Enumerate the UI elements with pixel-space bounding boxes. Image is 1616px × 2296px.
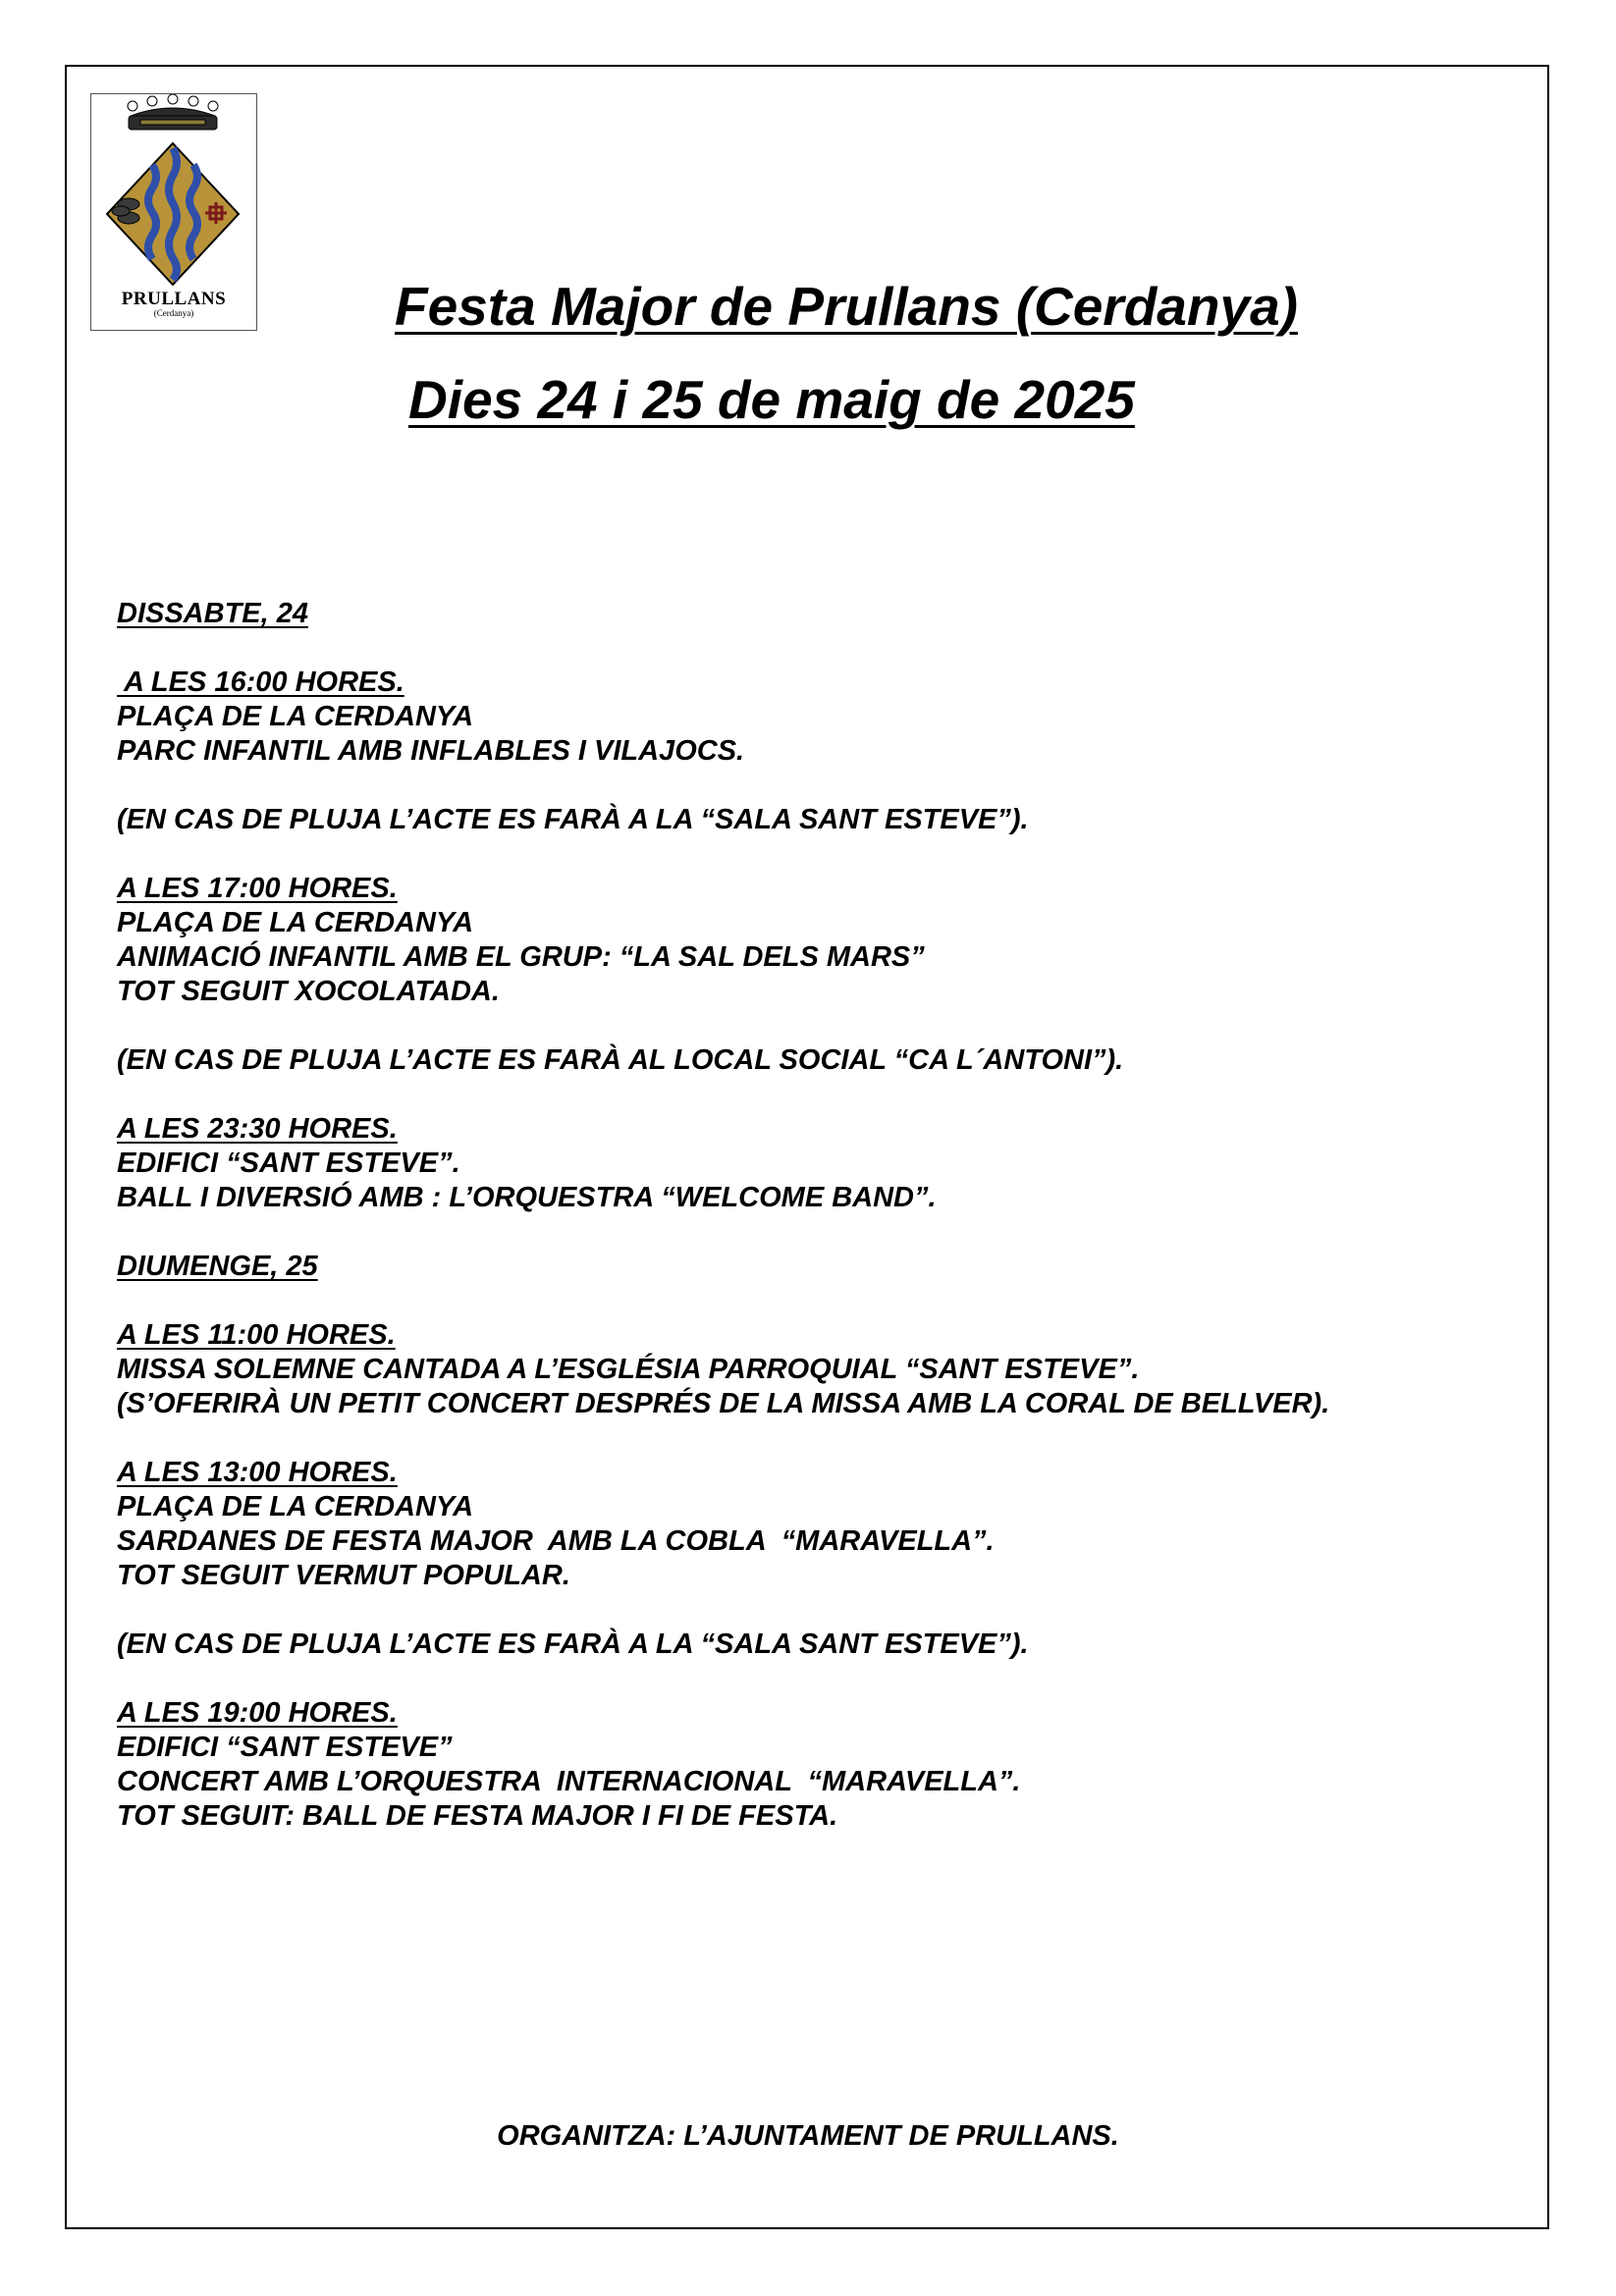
program-row bbox=[117, 597, 1491, 631]
program-line: SARDANES DE FESTA MAJOR AMB LA COBLA “MARAVELLA”. bbox=[117, 1525, 995, 1557]
logo-town-name: PRULLANS bbox=[121, 289, 227, 309]
program-schedule bbox=[117, 597, 1491, 1834]
program-row bbox=[117, 1318, 1491, 1353]
program-row bbox=[117, 803, 1491, 837]
program-line: (EN CAS DE PLUJA L’ACTE ES FARÀ AL LOCAL SOCIAL “CA L´ANTONI”). bbox=[117, 1044, 1124, 1076]
program-line: TOT SEGUIT XOCOLATADA. bbox=[117, 976, 500, 1007]
program-line: TOT SEGUIT: BALL DE FESTA MAJOR I FI DE FESTA. bbox=[117, 1800, 838, 1832]
program-line: (EN CAS DE PLUJA L’ACTE ES FARÀ A LA “SALA SANT ESTEVE”). bbox=[117, 804, 1029, 835]
program-line: EDIFICI “SANT ESTEVE”. bbox=[117, 1148, 460, 1179]
program-line: PARC INFANTIL AMB INFLABLES I VILAJOCS. bbox=[117, 735, 745, 767]
program-row bbox=[117, 700, 1491, 734]
program-row bbox=[117, 906, 1491, 940]
event-time: A LES 17:00 HORES. bbox=[117, 873, 398, 904]
logo-region-name: (Cerdanya) bbox=[153, 308, 194, 318]
program-line: (EN CAS DE PLUJA L’ACTE ES FARÀ A LA “SALA SANT ESTEVE”). bbox=[117, 1629, 1029, 1660]
program-row bbox=[117, 1456, 1491, 1490]
program-line: PLAÇA DE LA CERDANYA bbox=[117, 1491, 474, 1522]
program-row bbox=[117, 1559, 1491, 1593]
spacer bbox=[117, 837, 1491, 872]
program-row bbox=[117, 1043, 1491, 1078]
spacer bbox=[117, 1284, 1491, 1318]
program-row bbox=[117, 1524, 1491, 1559]
event-time: A LES 13:00 HORES. bbox=[117, 1457, 398, 1488]
program-row bbox=[117, 1112, 1491, 1147]
program-row bbox=[117, 1387, 1491, 1421]
spacer bbox=[117, 1593, 1491, 1628]
program-line: TOT SEGUIT VERMUT POPULAR. bbox=[117, 1560, 570, 1591]
event-time: A LES 19:00 HORES. bbox=[117, 1697, 398, 1729]
program-row bbox=[117, 1181, 1491, 1215]
event-time: A LES 11:00 HORES. bbox=[117, 1319, 396, 1351]
day-heading: DISSABTE, 24 bbox=[117, 598, 308, 629]
program-row bbox=[117, 1147, 1491, 1181]
program-line: ANIMACIÓ INFANTIL AMB EL GRUP: “LA SAL DELS MARS” bbox=[117, 941, 925, 973]
program-row bbox=[117, 734, 1491, 769]
program-row bbox=[117, 1353, 1491, 1387]
program-row bbox=[117, 1628, 1491, 1662]
page-title: Festa Major de Prullans (Cerdanya) bbox=[395, 276, 1298, 337]
spacer bbox=[117, 1421, 1491, 1456]
spacer bbox=[117, 1215, 1491, 1250]
program-row bbox=[117, 1799, 1491, 1834]
program-line: BALL I DIVERSIÓ AMB : L’ORQUESTRA “WELCOME BAND”. bbox=[117, 1182, 937, 1213]
program-row bbox=[117, 1250, 1491, 1284]
coat-of-arms-logo bbox=[90, 93, 257, 331]
day-heading: DIUMENGE, 25 bbox=[117, 1251, 318, 1282]
spacer bbox=[117, 1078, 1491, 1112]
program-line: MISSA SOLEMNE CANTADA A L’ESGLÉSIA PARROQUIAL “SANT ESTEVE”. bbox=[117, 1354, 1140, 1385]
program-row bbox=[117, 1490, 1491, 1524]
program-row bbox=[117, 940, 1491, 975]
event-time: A LES 23:30 HORES. bbox=[117, 1113, 398, 1145]
program-line: PLAÇA DE LA CERDANYA bbox=[117, 907, 474, 938]
program-line: PLAÇA DE LA CERDANYA bbox=[117, 701, 474, 732]
program-line: CONCERT AMB L’ORQUESTRA INTERNACIONAL “MARAVELLA”. bbox=[117, 1766, 1021, 1797]
coat-of-arms-icon bbox=[91, 94, 255, 286]
program-row bbox=[117, 1765, 1491, 1799]
spacer bbox=[117, 769, 1491, 803]
program-row bbox=[117, 1696, 1491, 1731]
program-row bbox=[117, 975, 1491, 1009]
program-line: EDIFICI “SANT ESTEVE” bbox=[117, 1732, 453, 1763]
event-dates: Dies 24 i 25 de maig de 2025 bbox=[408, 369, 1135, 430]
program-line: (S’OFERIRÀ UN PETIT CONCERT DESPRÉS DE LA MISSA AMB LA CORAL DE BELLVER). bbox=[117, 1388, 1330, 1419]
event-time: A LES 16:00 HORES. bbox=[117, 667, 404, 698]
program-row bbox=[117, 666, 1491, 700]
spacer bbox=[117, 1009, 1491, 1043]
spacer bbox=[117, 1662, 1491, 1696]
program-row bbox=[117, 872, 1491, 906]
spacer bbox=[117, 631, 1491, 666]
program-row bbox=[117, 1731, 1491, 1765]
organizer-footer: ORGANITZA: L’AJUNTAMENT DE PRULLANS. bbox=[497, 2120, 1119, 2152]
